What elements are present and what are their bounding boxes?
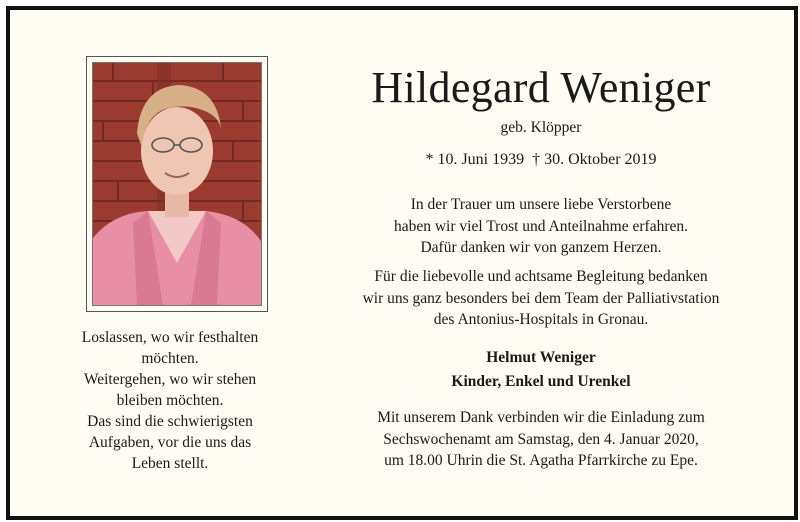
poem-line: Loslassen, wo wir festhalten: [81, 329, 259, 346]
family-line: Kinder, Enkel und Urenkel: [451, 373, 631, 390]
invitation-line: um 18.00 Uhrin die St. Agatha Pfarrkirche zu Epe.: [384, 452, 698, 469]
poem-line: Das sind die schwierigsten: [87, 413, 253, 430]
poem-line: möchten.: [141, 350, 199, 367]
special-thanks-line: Für die liebevolle und achtsame Begleitung bedanken: [374, 268, 708, 285]
thanks-line: haben wir viel Trost und Anteilnahme erfahren.: [393, 217, 688, 235]
family-line: Helmut Weniger: [486, 349, 596, 366]
portrait-photo: [92, 62, 262, 306]
portrait-frame: [86, 56, 268, 312]
thanks-line: In der Trauer um unsere liebe Verstorbene: [410, 196, 672, 213]
life-dates: * 10. Juni 1939 † 30. Oktober 2019: [425, 151, 657, 168]
special-thanks-line: wir uns ganz besonders bei dem Team der Palliativstation: [362, 289, 720, 307]
poem-line: Aufgaben, vor die uns das: [88, 434, 252, 451]
poem-line: bleiben möchten.: [116, 392, 224, 409]
poem-line: Leben stellt.: [131, 455, 209, 472]
thanks-paragraph: [326, 194, 756, 259]
invitation-line: Sechswochenamt am Samstag, den 4. Januar 2020,: [383, 430, 699, 448]
invitation-line: Mit unserem Dank verbinden wir die Einladung zum: [377, 409, 705, 426]
poem-line: Weitergehen, wo wir stehen: [83, 371, 257, 388]
thanks-line: Dafür danken wir von ganzem Herzen.: [420, 239, 662, 256]
special-thanks-paragraph: [326, 266, 756, 331]
deceased-name: Hildegard Weniger: [371, 63, 711, 112]
family-signature: [326, 346, 756, 394]
invitation-paragraph: [326, 407, 756, 472]
birth-name: geb. Klöpper: [500, 119, 582, 136]
poem: [50, 327, 290, 474]
obituary-card: [6, 6, 798, 520]
special-thanks-line: des Antonius-Hospitals in Gronau.: [433, 311, 649, 328]
